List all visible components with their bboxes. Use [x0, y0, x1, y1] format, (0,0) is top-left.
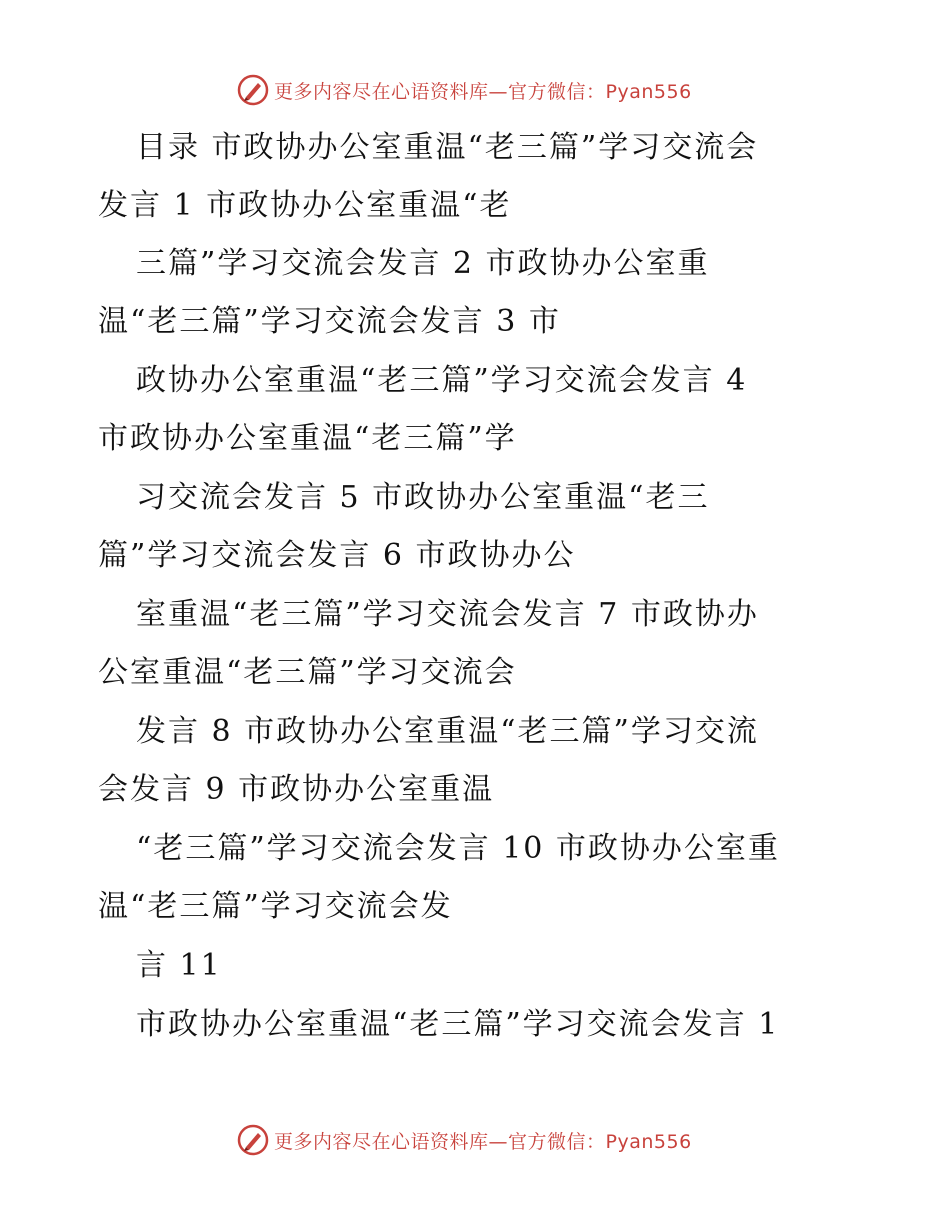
- text-line: 政协办公室重温“老三篇”学习交流会发言 4: [136, 363, 748, 398]
- pen-logo-icon: [236, 1123, 270, 1157]
- text-line: 公室重温“老三篇”学习交流会: [98, 655, 517, 690]
- text-line: 目录 市政协办公室重温“老三篇”学习交流会: [136, 130, 759, 165]
- text-line: 会发言 9 市政协办公室重温: [98, 772, 495, 807]
- banner-text: 更多内容尽在心语资料库—官方微信：Pyan556: [274, 1130, 692, 1153]
- text-line: 三篇”学习交流会发言 2 市政协办公室重: [136, 246, 710, 281]
- text-line: 言 11: [136, 948, 222, 983]
- text-line: 市政协办公室重温“老三篇”学: [98, 421, 517, 456]
- footer-banner: [236, 1120, 716, 1160]
- text-line: 市政协办公室重温“老三篇”学习交流会发言 1: [136, 1007, 780, 1042]
- text-line: 习交流会发言 5 市政协办公室重温“老三: [136, 480, 710, 515]
- text-line: 温“老三篇”学习交流会发言 3 市: [98, 304, 561, 339]
- text-line: 篇”学习交流会发言 6 市政协办公: [98, 538, 576, 573]
- banner-text: 更多内容尽在心语资料库—官方微信：Pyan556: [274, 80, 692, 103]
- text-line: “老三篇”学习交流会发言 10 市政协办公室重: [136, 831, 780, 866]
- text-line: 发言 1 市政协办公室重温“老: [98, 188, 512, 223]
- text-line: 发言 8 市政协办公室重温“老三篇”学习交流: [136, 714, 759, 749]
- text-line: 温“老三篇”学习交流会发: [98, 889, 453, 924]
- text-line: 室重温“老三篇”学习交流会发言 7 市政协办: [136, 597, 759, 632]
